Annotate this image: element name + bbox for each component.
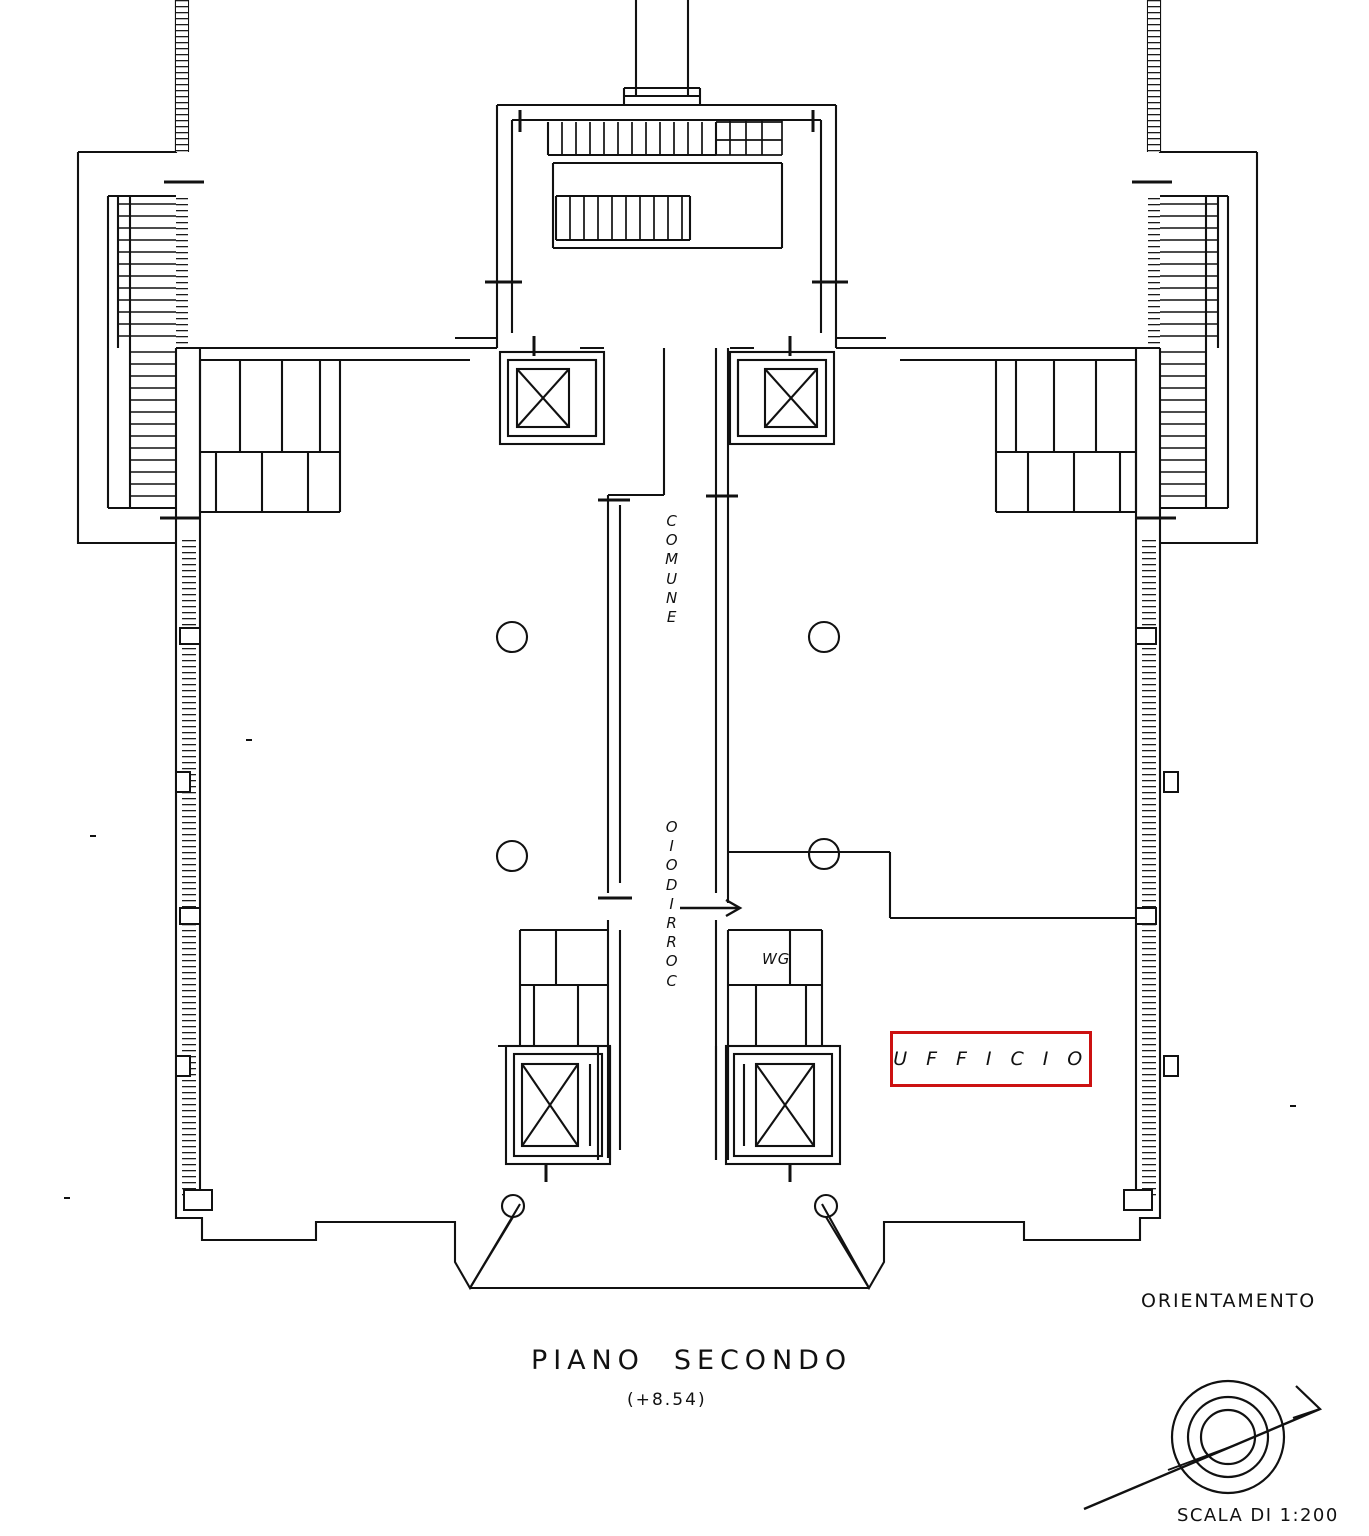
page-title: PIANO SECONDO xyxy=(531,1345,853,1376)
plan-geometry xyxy=(64,0,1320,1509)
column-icon xyxy=(809,622,839,652)
orientation-title: ORIENTAMENTO xyxy=(1141,1290,1317,1312)
room-label-wc: WG xyxy=(762,950,791,968)
corridor-label-comune: C O M U N E xyxy=(665,512,679,626)
compass-rose-icon xyxy=(1084,1381,1320,1509)
column-icon xyxy=(809,839,839,869)
column-icon xyxy=(497,622,527,652)
scale-label: SCALA DI 1:200 xyxy=(1177,1505,1339,1526)
elevator-lower-right xyxy=(726,1046,840,1182)
elevator-lower-left xyxy=(506,1046,610,1182)
corridor-label-corridoio: O I O D I R R O C xyxy=(665,818,679,990)
level-note: (+8.54) xyxy=(627,1390,707,1410)
elevator-upper-right xyxy=(730,336,834,444)
column-icon xyxy=(497,841,527,871)
room-label-ufficio: U F F I C I O xyxy=(890,1031,1092,1087)
elevator-upper-left xyxy=(500,336,604,444)
